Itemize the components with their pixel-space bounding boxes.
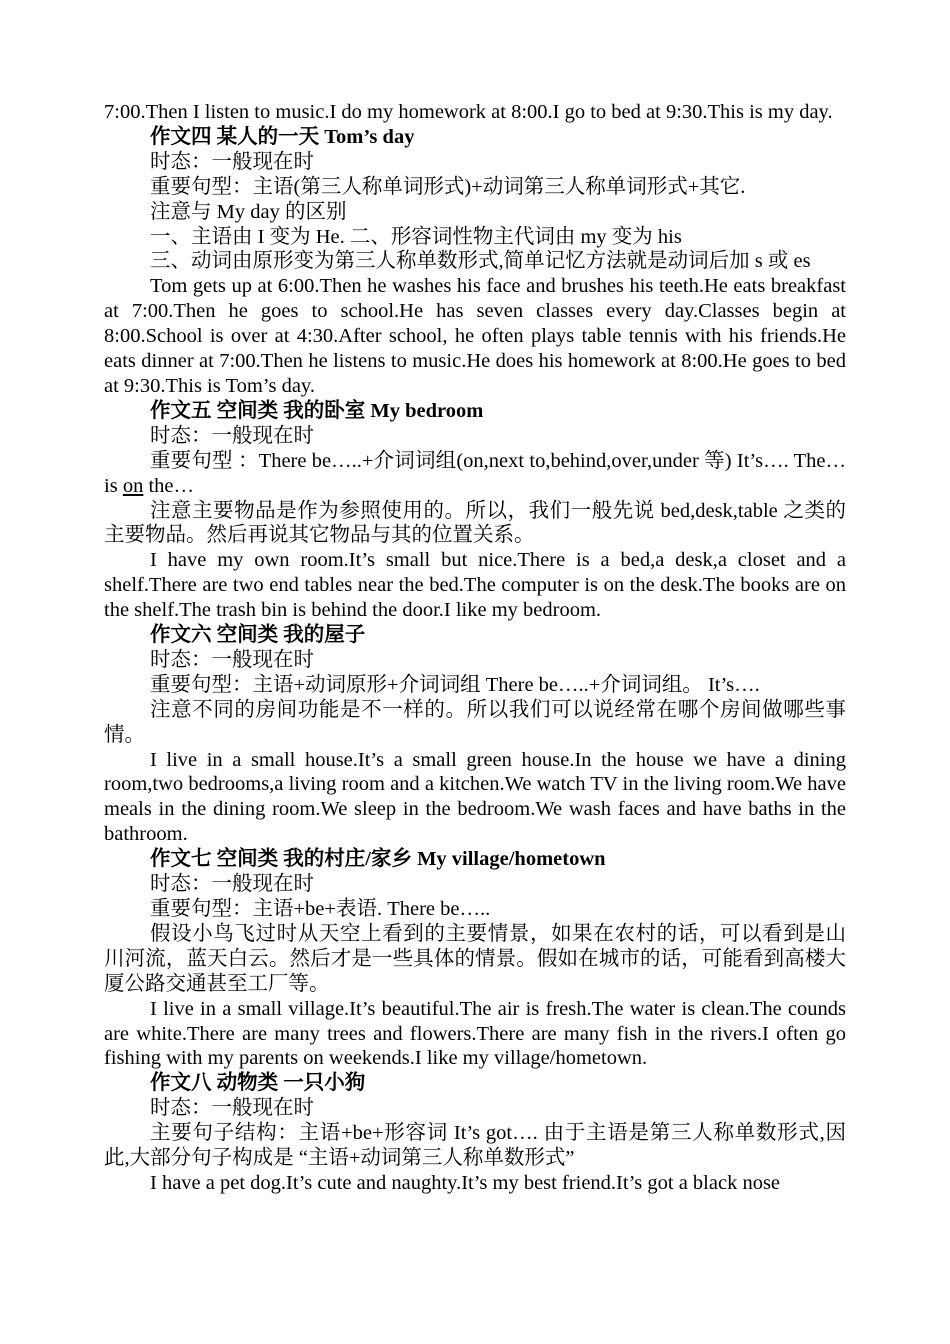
section-4-note: 注意与 My day 的区别	[150, 200, 347, 223]
section-4-pattern: 重要句型：主语(第三人称单词形式)+动词第三人称单词形式+其它.	[150, 175, 746, 198]
section-7-essay: I live in a small village.It’s beautiful.The air is fresh.The water is clean.The counds are white.There are many trees and flowers.There are many fish in the rivers.I often go fishing with my parents on weekends.I like my village/hometown.	[104, 997, 846, 1070]
section-7-tense: 时态：一般现在时	[150, 873, 314, 896]
section-4-tense: 时态：一般现在时	[150, 150, 314, 173]
section-5-pattern-underlined: on	[122, 474, 144, 497]
section-6-pattern: 重要句型：主语+动词原形+介词词组 There be…..+介词词组。 It’s….	[150, 673, 760, 696]
section-4-essay: Tom gets up at 6:00.Then he washes his face and brushes his teeth.He eats breakfast at 7:00.Then he goes to school.He has seven classes every day.Classes begin at 8:00.School is over at 4:30.After school, he often plays table tennis with his friends.He eats dinner at 7:00.Then he listens to music.He does his homework at 8:00.He goes to bed at 9:30.This is Tom’s day.	[104, 275, 846, 397]
section-5-heading: 作文五 空间类 我的卧室 My bedroom	[150, 399, 484, 422]
section-6-note: 注意不同的房间功能是不一样的。所以我们可以说经常在哪个房间做哪些事情。	[104, 698, 846, 746]
section-6-essay: I live in a small house.It’s a small green house.In the house we have a dining room,two bedrooms,a living room and a kitchen.We watch TV in the living room.We have meals in the dining room.We sleep in the bedroom.We wash faces and have baths in the bathroom.	[104, 748, 846, 846]
section-5-pattern-text: 重要句型 ：There be…..+介词词组(on,next to,behind,over,under 等) It’s…. The…is	[104, 449, 846, 497]
section-7-heading: 作文七 空间类 我的村庄/家乡 My village/hometown	[150, 848, 606, 871]
section-4-rule-2: 三、动词由原形变为第三人称单数形式,简单记忆方法就是动词后加 s 或 es	[150, 250, 811, 273]
section-4-heading: 作文四 某人的一天 Tom’s day	[150, 125, 415, 148]
section-8-heading: 作文八 动物类 一只小狗	[150, 1072, 366, 1095]
section-5-note: 注意主要物品是作为参照使用的。所以，我们一般先说 bed,desk,table 之类的主要物品。然后再说其它物品与其的位置关系。	[104, 499, 846, 547]
section-5-pattern-tail: the…	[143, 474, 194, 497]
section-8-pattern: 主要句子结构：主语+be+形容词 It’s got…. 由于主语是第三人称单数形式,因此,大部分句子构成是 “主语+动词第三人称单数形式”	[104, 1122, 846, 1170]
document-page	[104, 100, 846, 1196]
section-5-essay: I have my own room.It’s small but nice.There is a bed,a desk,a closet and a shelf.There are two end tables near the bed.The computer is on the desk.The books are on the shelf.The trash bin is behind the door.I like my bedroom.	[104, 549, 846, 622]
section-7-pattern: 重要句型：主语+be+表语. There be…..	[150, 898, 491, 920]
section-8-essay: I have a pet dog.It’s cute and naughty.It’s my best friend.It’s got a black nose	[150, 1171, 781, 1194]
section-8-tense: 时态：一般现在时	[150, 1097, 314, 1120]
section-6-heading: 作文六 空间类 我的屋子	[150, 624, 366, 647]
section-7-note: 假设小鸟飞过时从天空上看到的主要情景，如果在农村的话，可以看到是山川河流，蓝天白云。然后才是一些具体的情景。假如在城市的话，可能看到高楼大厦公路交通甚至工厂等。	[104, 922, 846, 995]
section-4-rule-1: 一、主语由 I 变为 He. 二、形容词性物主代词由 my 变为 his	[150, 225, 682, 248]
section-5-tense: 时态：一般现在时	[150, 424, 314, 447]
intro-paragraph-end: 7:00.Then I listen to music.I do my homework at 8:00.I go to bed at 9:30.This is my day.	[104, 101, 833, 123]
section-6-tense: 时态：一般现在时	[150, 648, 314, 671]
section-5-pattern	[104, 449, 846, 499]
